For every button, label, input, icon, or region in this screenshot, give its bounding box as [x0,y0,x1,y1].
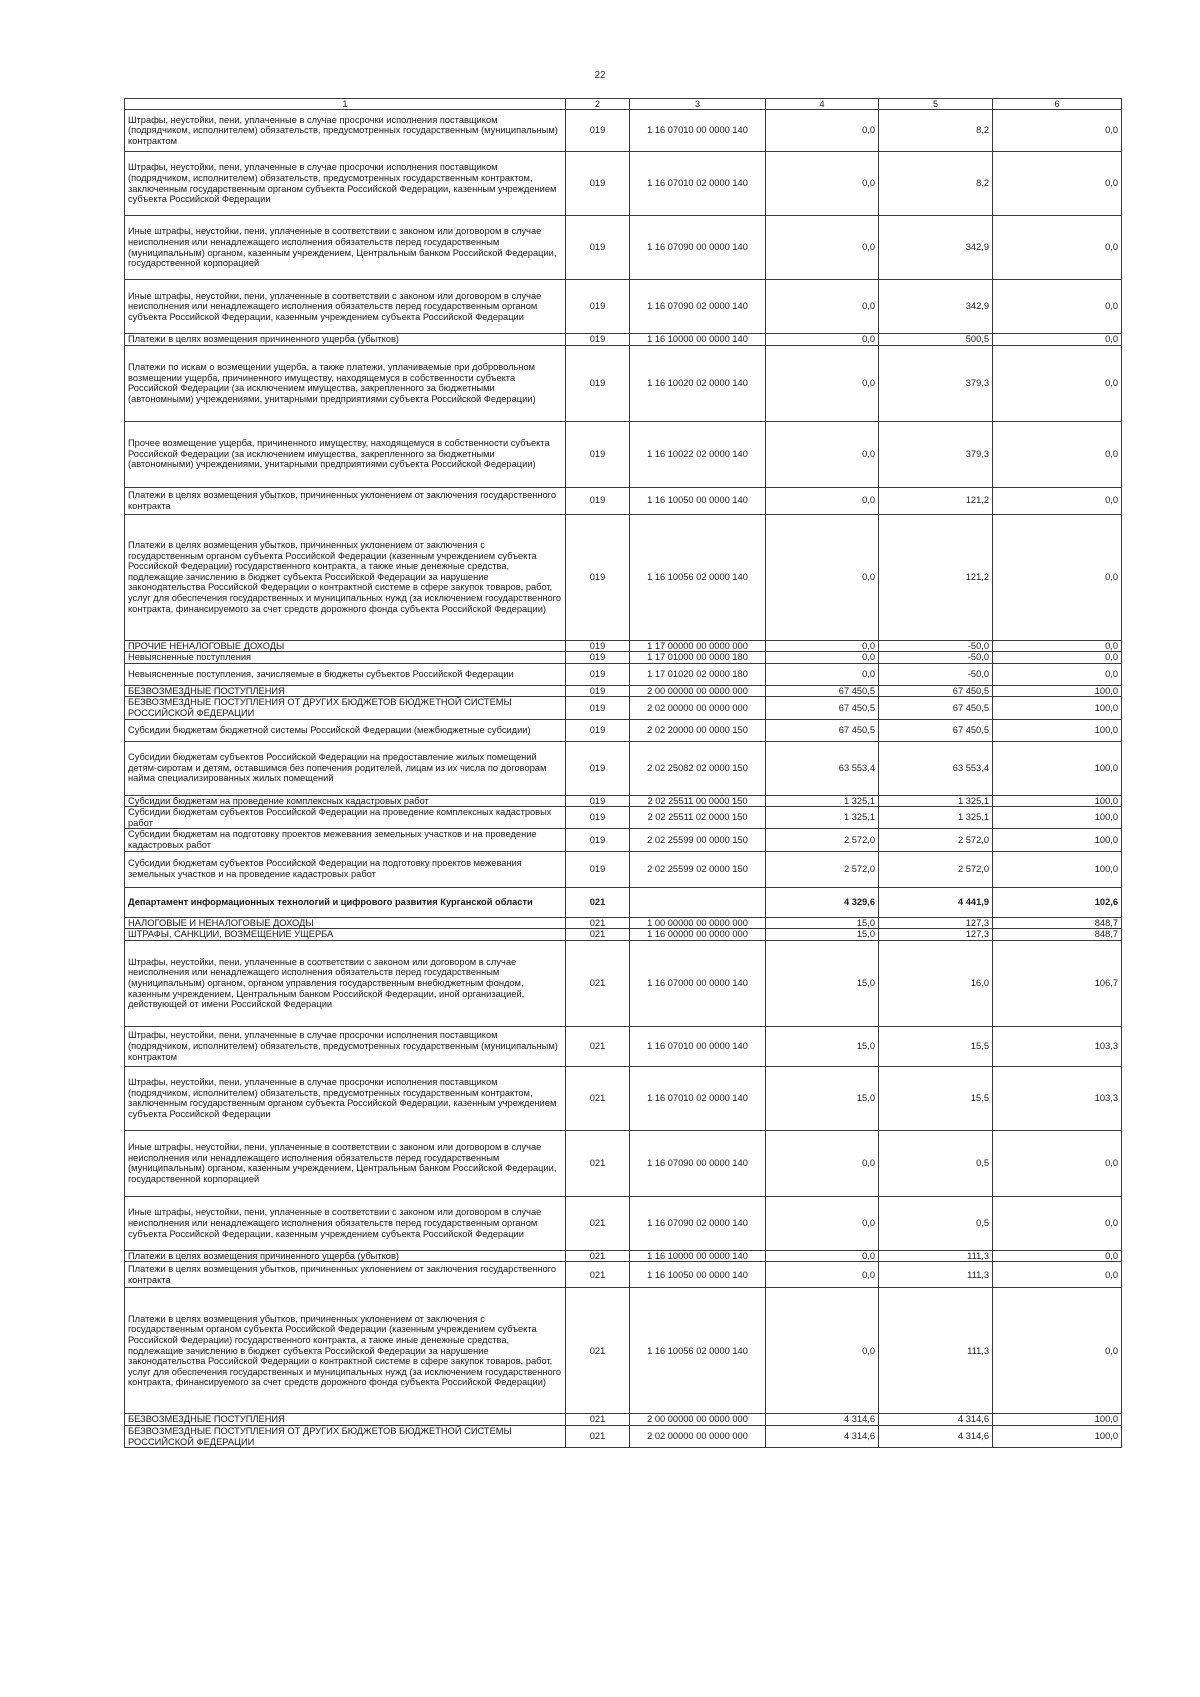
row-percent-cell: 0,0 [993,334,1122,346]
row-plan-cell: 2 572,0 [766,829,879,851]
table-row [125,741,1122,795]
row-percent-cell: 0,0 [993,110,1122,152]
row-admin-code-cell: 019 [566,851,630,887]
header-col-5: 5 [879,99,993,110]
row-name-cell: Платежи в целях возмещения убытков, причиненных уклонением от заключения с государственным органом субъекта Российской Федерации (казенным учреждением субъекта Российской Федерации) государственного контракта, а также иные денежные средства, подлежащие зачислению в бюджет субъекта Российской Федерации за нарушение законодательства Российской Федерации о контрактной системе в сфере закупок товаров, работ, услуг для обеспечения государственных и муниципальных нужд (за исключением государственного контракта, финансируемого за счет средств дорожного фонда субъекта Российской Федерации) [125,1288,566,1414]
table-row [125,152,1122,216]
row-budget-code-cell: 1 00 00000 00 0000 000 [630,917,766,929]
row-budget-code-cell: 1 17 00000 00 0000 000 [630,640,766,652]
row-percent-cell: 100,0 [993,1414,1122,1426]
row-plan-cell: 0,0 [766,110,879,152]
table-row [125,887,1122,917]
row-budget-code-cell: 1 16 07090 02 0000 140 [630,280,766,334]
row-budget-code-cell: 1 16 07090 00 0000 140 [630,1130,766,1196]
row-plan-cell: 0,0 [766,652,879,664]
table-row [125,807,1122,829]
table-row [125,345,1122,421]
row-budget-code-cell: 1 17 01000 00 0000 180 [630,652,766,664]
row-name-cell: Департамент информационных технологий и цифрового развития Курганской области [125,887,566,917]
row-budget-code-cell: 1 16 07010 00 0000 140 [630,1026,766,1066]
row-admin-code-cell: 019 [566,663,630,685]
table-row [125,1288,1122,1414]
row-budget-code-cell: 1 16 10000 00 0000 140 [630,1250,766,1262]
table-row [125,421,1122,487]
row-name-cell: ПРОЧИЕ НЕНАЛОГОВЫЕ ДОХОДЫ [125,640,566,652]
row-name-cell: Невыясненные поступления, зачисляемые в бюджеты субъектов Российской Федерации [125,663,566,685]
row-budget-code-cell: 1 16 00000 00 0000 000 [630,929,766,941]
row-admin-code-cell: 019 [566,152,630,216]
row-name-cell: Субсидии бюджетам субъектов Российской Федерации на предоставление жилых помещений детям-сиротам и детям, оставшимся без попечения родителей, лицам из их числа по договорам найма специализированных жилых помещений [125,741,566,795]
row-fact-cell: 1 325,1 [879,807,993,829]
row-percent-cell: 0,0 [993,487,1122,514]
row-budget-code-cell: 2 02 25082 02 0000 150 [630,741,766,795]
row-admin-code-cell: 019 [566,652,630,664]
row-plan-cell: 0,0 [766,1250,879,1262]
row-name-cell: Субсидии бюджетам на подготовку проектов межевания земельных участков и на проведение кадастровых работ [125,829,566,851]
row-name-cell: БЕЗВОЗМЕЗДНЫЕ ПОСТУПЛЕНИЯ ОТ ДРУГИХ БЮДЖЕТОВ БЮДЖЕТНОЙ СИСТЕМЫ РОССИЙСКОЙ ФЕДЕРАЦИИ [125,1425,566,1447]
row-admin-code-cell: 021 [566,1425,630,1447]
row-budget-code-cell: 2 02 00000 00 0000 000 [630,1425,766,1447]
table-header-row [125,99,1122,110]
table-row [125,1130,1122,1196]
row-admin-code-cell: 019 [566,807,630,829]
table-row [125,1250,1122,1262]
row-name-cell: БЕЗВОЗМЕЗДНЫЕ ПОСТУПЛЕНИЯ ОТ ДРУГИХ БЮДЖЕТОВ БЮДЖЕТНОЙ СИСТЕМЫ РОССИЙСКОЙ ФЕДЕРАЦИИ [125,697,566,719]
row-admin-code-cell: 021 [566,1066,630,1130]
table-row [125,652,1122,664]
row-percent-cell: 102,6 [993,887,1122,917]
row-fact-cell: 111,3 [879,1250,993,1262]
table-row [125,640,1122,652]
table-row [125,1262,1122,1288]
row-admin-code-cell: 019 [566,685,630,697]
row-budget-code-cell: 1 16 10020 02 0000 140 [630,345,766,421]
row-plan-cell: 0,0 [766,640,879,652]
row-fact-cell: 379,3 [879,421,993,487]
row-name-cell: Платежи в целях возмещения причиненного ущерба (убытков) [125,334,566,346]
table-row [125,1414,1122,1426]
row-plan-cell: 0,0 [766,663,879,685]
row-budget-code-cell: 2 00 00000 00 0000 000 [630,1414,766,1426]
table-row [125,514,1122,640]
budget-revenue-table [124,98,1122,1448]
row-name-cell: Штрафы, неустойки, пени, уплаченные в случае просрочки исполнения поставщиком (подрядчиком, исполнителем) обязательств, предусмотренных государственным контрактом, заключенным государственным органом субъекта Российской Федерации, казенным учреждением субъекта Российской Федерации [125,1066,566,1130]
row-percent-cell: 103,3 [993,1026,1122,1066]
header-col-1: 1 [125,99,566,110]
table-row [125,917,1122,929]
row-percent-cell: 0,0 [993,652,1122,664]
row-fact-cell: 0,5 [879,1196,993,1250]
row-admin-code-cell: 019 [566,514,630,640]
row-fact-cell: 16,0 [879,940,993,1026]
row-plan-cell: 0,0 [766,1196,879,1250]
row-fact-cell: 127,3 [879,929,993,941]
table-row [125,719,1122,741]
row-admin-code-cell: 021 [566,1262,630,1288]
row-percent-cell: 100,0 [993,741,1122,795]
row-plan-cell: 1 325,1 [766,795,879,807]
row-percent-cell: 103,3 [993,1066,1122,1130]
row-admin-code-cell: 019 [566,829,630,851]
row-name-cell: Штрафы, неустойки, пени, уплаченные в случае просрочки исполнения поставщиком (подрядчиком, исполнителем) обязательств, предусмотренных государственным контрактом, заключенным государственным органом субъекта Российской Федерации, казенным учреждением субъекта Российской Федерации [125,152,566,216]
row-plan-cell: 0,0 [766,152,879,216]
row-fact-cell: 2 572,0 [879,851,993,887]
row-percent-cell: 100,0 [993,851,1122,887]
row-admin-code-cell: 019 [566,280,630,334]
row-budget-code-cell: 1 16 07010 02 0000 140 [630,152,766,216]
row-plan-cell: 67 450,5 [766,685,879,697]
table-row [125,697,1122,719]
row-admin-code-cell: 021 [566,1196,630,1250]
row-name-cell: ШТРАФЫ, САНКЦИИ, ВОЗМЕЩЕНИЕ УЩЕРБА [125,929,566,941]
row-fact-cell: -50,0 [879,652,993,664]
row-plan-cell: 15,0 [766,917,879,929]
row-name-cell: Прочее возмещение ущерба, причиненного имуществу, находящемуся в собственности субъекта Российской Федерации (за исключением имущества, закрепленного за бюджетными (автономными) учреждениями, унитарными предприятиями субъекта Российской Федерации) [125,421,566,487]
row-admin-code-cell: 021 [566,887,630,917]
table-row [125,685,1122,697]
row-admin-code-cell: 021 [566,1250,630,1262]
row-plan-cell: 2 572,0 [766,851,879,887]
row-percent-cell: 0,0 [993,1262,1122,1288]
row-fact-cell: 342,9 [879,216,993,280]
row-plan-cell: 0,0 [766,421,879,487]
row-budget-code-cell: 2 02 25599 02 0000 150 [630,851,766,887]
row-name-cell: БЕЗВОЗМЕЗДНЫЕ ПОСТУПЛЕНИЯ [125,685,566,697]
row-plan-cell: 0,0 [766,216,879,280]
row-plan-cell: 67 450,5 [766,719,879,741]
row-fact-cell: 0,5 [879,1130,993,1196]
row-percent-cell: 100,0 [993,795,1122,807]
row-fact-cell: -50,0 [879,640,993,652]
row-fact-cell: 379,3 [879,345,993,421]
row-budget-code-cell: 2 02 25511 02 0000 150 [630,807,766,829]
row-fact-cell: 500,5 [879,334,993,346]
row-budget-code-cell: 1 16 07090 00 0000 140 [630,216,766,280]
row-budget-code-cell: 1 16 07090 02 0000 140 [630,1196,766,1250]
row-fact-cell: 342,9 [879,280,993,334]
row-percent-cell: 0,0 [993,1130,1122,1196]
row-percent-cell: 0,0 [993,152,1122,216]
row-budget-code-cell: 1 16 07000 00 0000 140 [630,940,766,1026]
row-budget-code-cell: 2 00 00000 00 0000 000 [630,685,766,697]
row-budget-code-cell [630,887,766,917]
row-percent-cell: 848,7 [993,929,1122,941]
row-budget-code-cell: 2 02 00000 00 0000 000 [630,697,766,719]
row-budget-code-cell: 1 16 10050 00 0000 140 [630,487,766,514]
row-admin-code-cell: 019 [566,334,630,346]
header-col-3: 3 [630,99,766,110]
row-admin-code-cell: 019 [566,345,630,421]
table-row [125,1196,1122,1250]
row-plan-cell: 63 553,4 [766,741,879,795]
row-admin-code-cell: 019 [566,741,630,795]
table-row [125,1066,1122,1130]
table-row [125,487,1122,514]
table-row [125,940,1122,1026]
row-admin-code-cell: 021 [566,917,630,929]
row-plan-cell: 0,0 [766,1262,879,1288]
row-admin-code-cell: 021 [566,940,630,1026]
row-admin-code-cell: 021 [566,929,630,941]
row-name-cell: Штрафы, неустойки, пени, уплаченные в случае просрочки исполнения поставщиком (подрядчиком, исполнителем) обязательств, предусмотренных государственным (муниципальным) контрактом [125,1026,566,1066]
row-fact-cell: 4 441,9 [879,887,993,917]
row-admin-code-cell: 019 [566,421,630,487]
row-fact-cell: 63 553,4 [879,741,993,795]
row-admin-code-cell: 021 [566,1414,630,1426]
row-fact-cell: 127,3 [879,917,993,929]
row-percent-cell: 0,0 [993,1288,1122,1414]
table-row [125,929,1122,941]
table-row [125,216,1122,280]
row-name-cell: Штрафы, неустойки, пени, уплаченные в случае просрочки исполнения поставщиком (подрядчиком, исполнителем) обязательств, предусмотренных государственным (муниципальным) контрактом [125,110,566,152]
row-plan-cell: 4 329,6 [766,887,879,917]
row-name-cell: Платежи по искам о возмещении ущерба, а также платежи, уплачиваемые при добровольном возмещении ущерба, причиненного имуществу, находящемуся в собственности субъекта Российской Федерации (за исключением имущества, закрепленного за бюджетными (автономными) учреждениями, унитарными предприятиями субъекта Российской Федерации) [125,345,566,421]
row-budget-code-cell: 1 16 10056 02 0000 140 [630,1288,766,1414]
row-fact-cell: 121,2 [879,487,993,514]
row-percent-cell: 0,0 [993,640,1122,652]
row-plan-cell: 0,0 [766,345,879,421]
table-row [125,110,1122,152]
row-percent-cell: 100,0 [993,697,1122,719]
page-number: 22 [594,70,606,81]
row-percent-cell: 0,0 [993,663,1122,685]
row-fact-cell: 1 325,1 [879,795,993,807]
row-percent-cell: 0,0 [993,1196,1122,1250]
row-name-cell: Платежи в целях возмещения убытков, причиненных уклонением от заключения государственного контракта [125,487,566,514]
row-name-cell: Невыясненные поступления [125,652,566,664]
row-admin-code-cell: 019 [566,216,630,280]
row-name-cell: Субсидии бюджетам на проведение комплексных кадастровых работ [125,795,566,807]
row-name-cell: НАЛОГОВЫЕ И НЕНАЛОГОВЫЕ ДОХОДЫ [125,917,566,929]
row-admin-code-cell: 019 [566,795,630,807]
table-row [125,280,1122,334]
row-budget-code-cell: 1 17 01020 02 0000 180 [630,663,766,685]
row-name-cell: Платежи в целях возмещения убытков, причиненных уклонением от заключения с государственным органом субъекта Российской Федерации (казенным учреждением субъекта Российской Федерации) государственного контракта, а также иные денежные средства, подлежащие зачислению в бюджет субъекта Российской Федерации за нарушение законодательства Российской Федерации о контрактной системе в сфере закупок товаров, работ, услуг для обеспечения государственных и муниципальных нужд (за исключением государственного контракта, финансируемого за счет средств дорожного фонда субъекта Российской Федерации) [125,514,566,640]
row-admin-code-cell: 019 [566,719,630,741]
table-row [125,1425,1122,1447]
row-budget-code-cell: 1 16 10000 00 0000 140 [630,334,766,346]
row-percent-cell: 0,0 [993,345,1122,421]
row-name-cell: БЕЗВОЗМЕЗДНЫЕ ПОСТУПЛЕНИЯ [125,1414,566,1426]
row-plan-cell: 0,0 [766,1288,879,1414]
table-row [125,851,1122,887]
row-fact-cell: 2 572,0 [879,829,993,851]
row-name-cell: Платежи в целях возмещения причиненного ущерба (убытков) [125,1250,566,1262]
row-percent-cell: 100,0 [993,829,1122,851]
row-plan-cell: 15,0 [766,929,879,941]
row-name-cell: Субсидии бюджетам бюджетной системы Российской Федерации (межбюджетные субсидии) [125,719,566,741]
row-percent-cell: 100,0 [993,719,1122,741]
row-percent-cell: 0,0 [993,216,1122,280]
row-admin-code-cell: 019 [566,640,630,652]
row-plan-cell: 0,0 [766,487,879,514]
row-budget-code-cell: 1 16 10022 02 0000 140 [630,421,766,487]
row-admin-code-cell: 021 [566,1130,630,1196]
row-plan-cell: 0,0 [766,1130,879,1196]
row-name-cell: Платежи в целях возмещения убытков, причиненных уклонением от заключения государственного контракта [125,1262,566,1288]
row-plan-cell: 67 450,5 [766,697,879,719]
table-row [125,334,1122,346]
row-admin-code-cell: 021 [566,1026,630,1066]
row-plan-cell: 15,0 [766,1026,879,1066]
row-budget-code-cell: 1 16 07010 00 0000 140 [630,110,766,152]
row-admin-code-cell: 019 [566,487,630,514]
row-plan-cell: 0,0 [766,514,879,640]
row-fact-cell: 67 450,5 [879,697,993,719]
row-budget-code-cell: 1 16 10056 02 0000 140 [630,514,766,640]
row-plan-cell: 1 325,1 [766,807,879,829]
row-plan-cell: 0,0 [766,334,879,346]
row-percent-cell: 100,0 [993,685,1122,697]
row-admin-code-cell: 019 [566,110,630,152]
row-percent-cell: 0,0 [993,280,1122,334]
row-percent-cell: 100,0 [993,807,1122,829]
table-row [125,663,1122,685]
row-budget-code-cell: 1 16 07010 02 0000 140 [630,1066,766,1130]
table-row [125,1026,1122,1066]
row-name-cell: Штрафы, неустойки, пени, уплаченные в соответствии с законом или договором в случае неисполнения или ненадлежащего исполнения обязательств перед государственным (муниципальным) органом, органом управления государственным внебюджетным фондом, казенным учреждением, Центральным банком Российской Федерации, иной организацией, действующей от имени Российской Федерации [125,940,566,1026]
row-name-cell: Иные штрафы, неустойки, пени, уплаченные в соответствии с законом или договором в случае неисполнения или ненадлежащего исполнения обязательств перед государственным органом субъекта Российской Федерации, казенным учреждением субъекта Российской Федерации [125,280,566,334]
row-admin-code-cell: 019 [566,697,630,719]
row-fact-cell: 4 314,6 [879,1425,993,1447]
row-fact-cell: 15,5 [879,1026,993,1066]
row-plan-cell: 4 314,6 [766,1425,879,1447]
row-fact-cell: 67 450,5 [879,685,993,697]
row-name-cell: Субсидии бюджетам субъектов Российской Федерации на подготовку проектов межевания земельных участков и на проведение кадастровых работ [125,851,566,887]
row-budget-code-cell: 2 02 20000 00 0000 150 [630,719,766,741]
header-col-2: 2 [566,99,630,110]
row-budget-code-cell: 2 02 25511 00 0000 150 [630,795,766,807]
row-plan-cell: 15,0 [766,940,879,1026]
row-fact-cell: 111,3 [879,1262,993,1288]
row-percent-cell: 106,7 [993,940,1122,1026]
row-name-cell: Иные штрафы, неустойки, пени, уплаченные в соответствии с законом или договором в случае неисполнения или ненадлежащего исполнения обязательств перед государственным (муниципальным) органом, казенным учреждением, Центральным банком Российской Федерации, государственной корпорацией [125,216,566,280]
table-row [125,795,1122,807]
row-budget-code-cell: 2 02 25599 00 0000 150 [630,829,766,851]
row-fact-cell: 15,5 [879,1066,993,1130]
row-fact-cell: 121,2 [879,514,993,640]
row-fact-cell: 8,2 [879,110,993,152]
row-percent-cell: 0,0 [993,421,1122,487]
row-name-cell: Иные штрафы, неустойки, пени, уплаченные в соответствии с законом или договором в случае неисполнения или ненадлежащего исполнения обязательств перед государственным (муниципальным) органом, казенным учреждением, Центральным банком Российской Федерации, государственной корпорацией [125,1130,566,1196]
row-fact-cell: 8,2 [879,152,993,216]
row-admin-code-cell: 021 [566,1288,630,1414]
header-col-6: 6 [993,99,1122,110]
row-fact-cell: 67 450,5 [879,719,993,741]
row-percent-cell: 848,7 [993,917,1122,929]
table-row [125,829,1122,851]
row-percent-cell: 0,0 [993,514,1122,640]
row-plan-cell: 4 314,6 [766,1414,879,1426]
row-plan-cell: 0,0 [766,280,879,334]
row-fact-cell: 111,3 [879,1288,993,1414]
row-percent-cell: 0,0 [993,1250,1122,1262]
row-fact-cell: -50,0 [879,663,993,685]
row-percent-cell: 100,0 [993,1425,1122,1447]
row-fact-cell: 4 314,6 [879,1414,993,1426]
header-col-4: 4 [766,99,879,110]
row-name-cell: Субсидии бюджетам субъектов Российской Федерации на проведение комплексных кадастровых работ [125,807,566,829]
row-name-cell: Иные штрафы, неустойки, пени, уплаченные в соответствии с законом или договором в случае неисполнения или ненадлежащего исполнения обязательств перед государственным органом субъекта Российской Федерации, казенным учреждением субъекта Российской Федерации [125,1196,566,1250]
row-plan-cell: 15,0 [766,1066,879,1130]
row-budget-code-cell: 1 16 10050 00 0000 140 [630,1262,766,1288]
